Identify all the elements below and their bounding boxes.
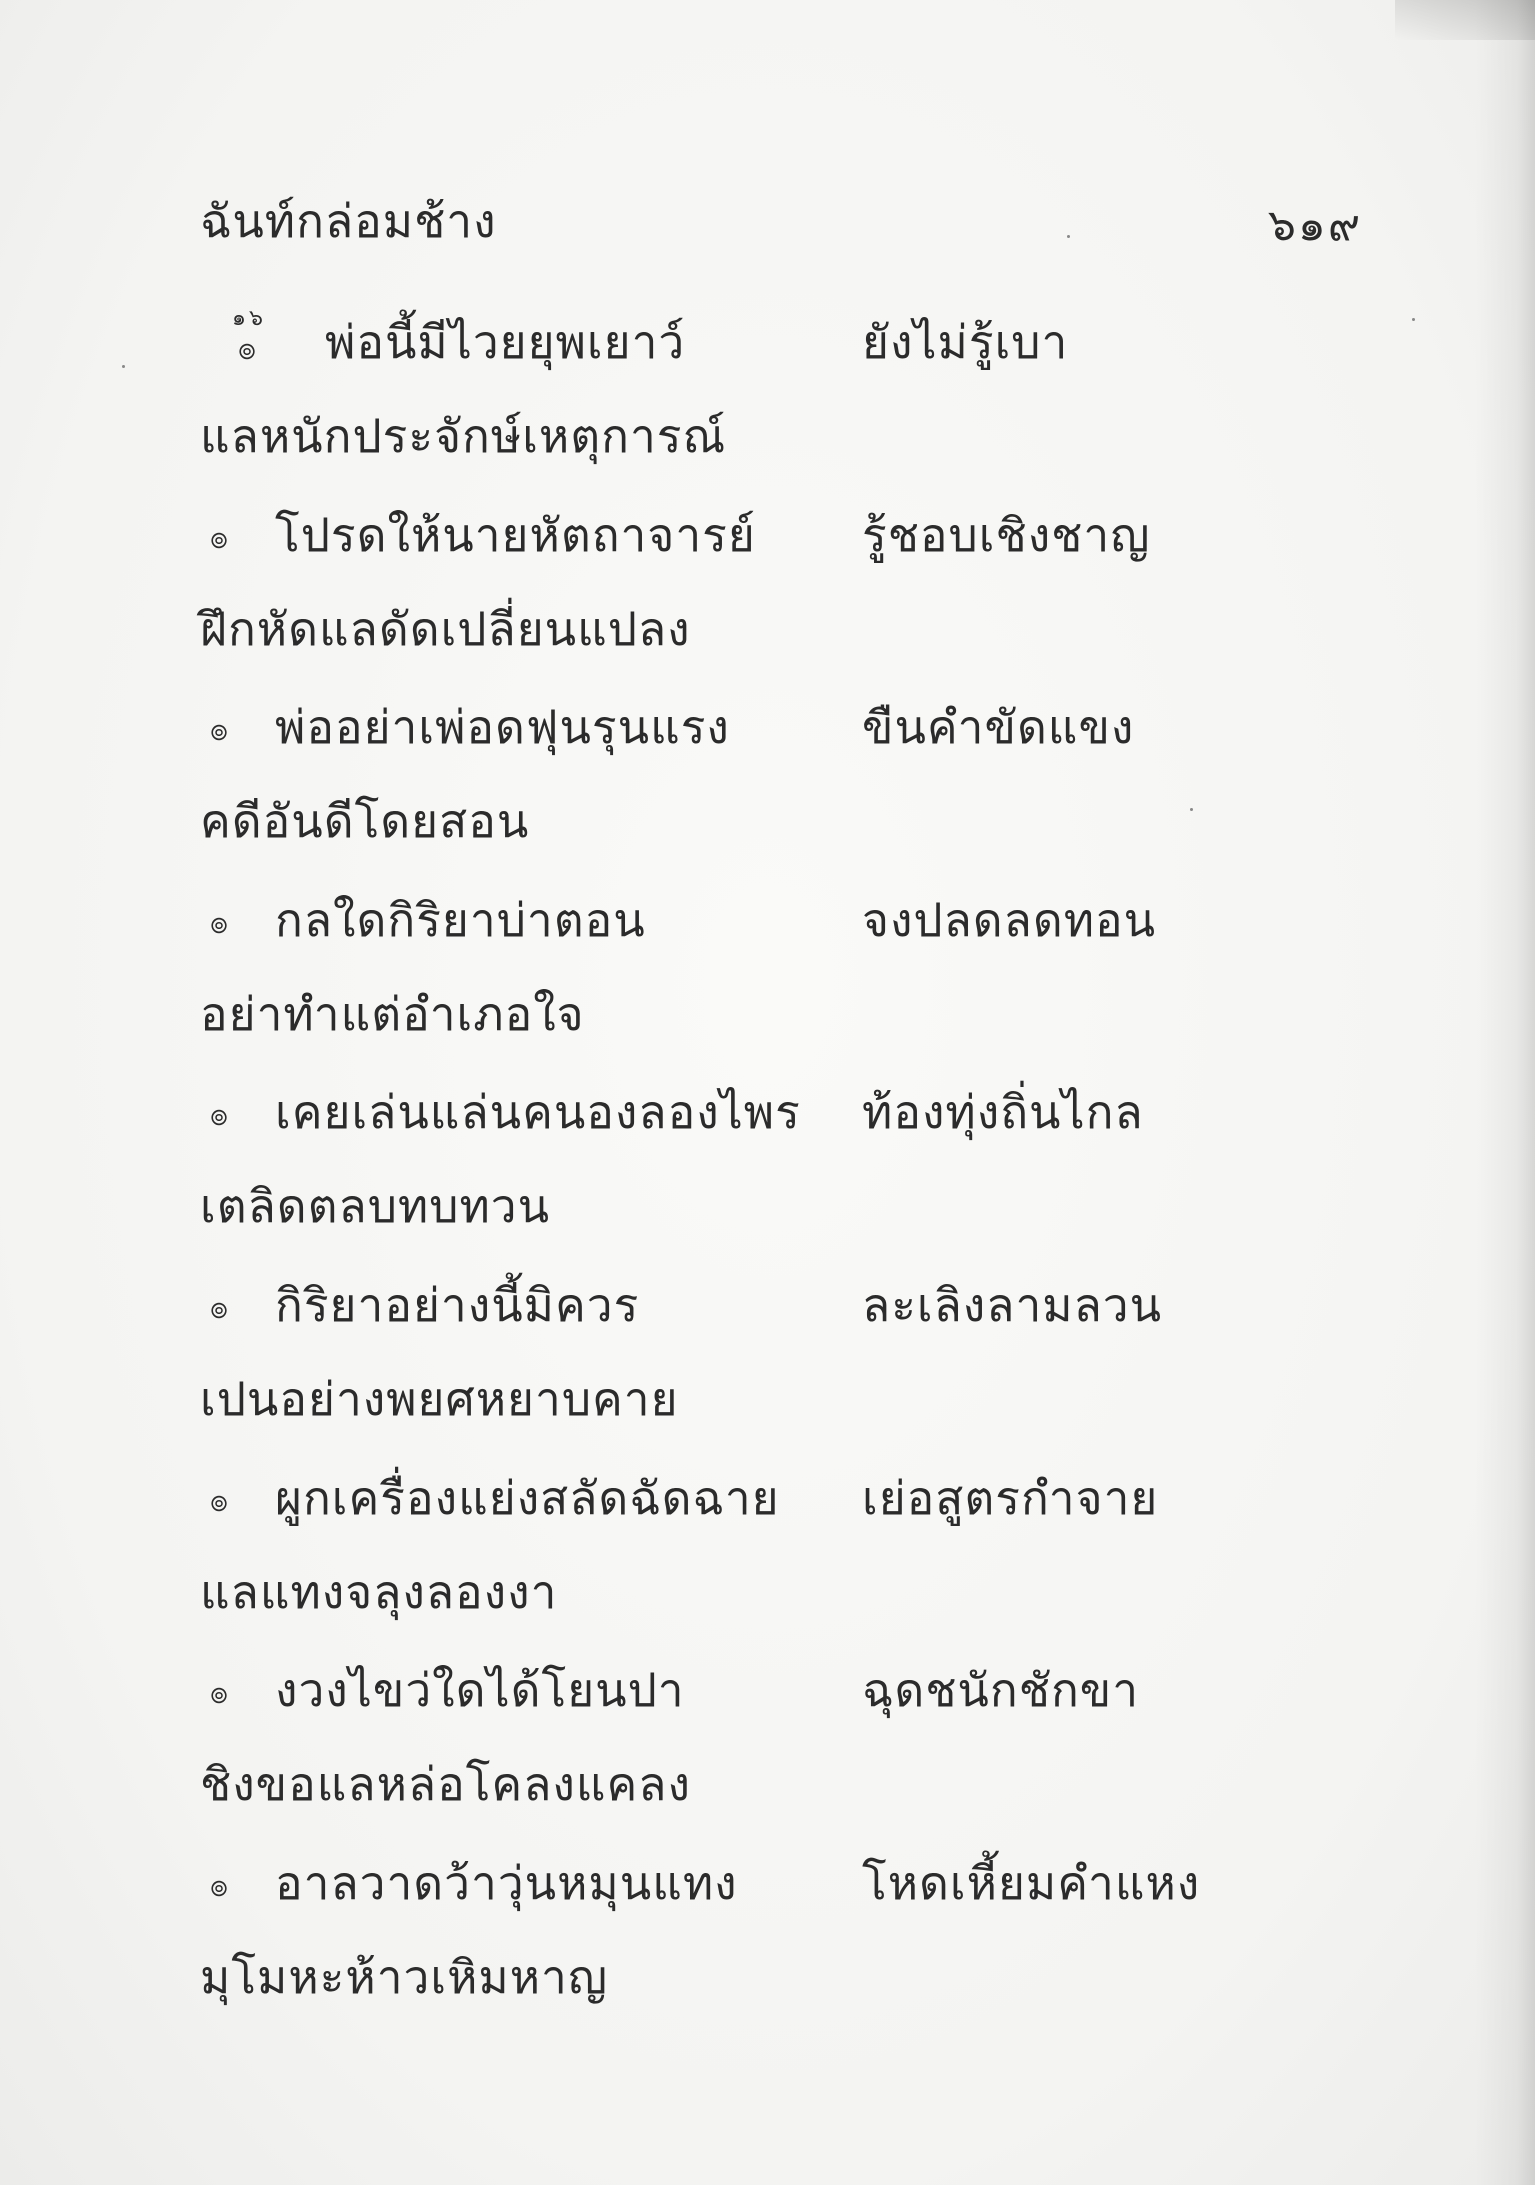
verse-line-third: แลหนักประจักษ์เหตุการณ์: [200, 409, 727, 463]
verse-line-third: ชิงขอแลหล่อโคลงแคลง: [200, 1757, 691, 1811]
stanza: [0, 1070, 1535, 1260]
verse-line-second: ขืนคำขัดแขง: [862, 700, 1135, 754]
verse-line-first: พ่อนี้มีไวยยุพเยาว์: [325, 315, 686, 369]
verse-line-first: กลใดกิริยาบ่าตอน: [275, 893, 646, 947]
stanza: [0, 1841, 1535, 2031]
verse-line-third: คดีอันดีโดยสอน: [200, 794, 530, 848]
stanza-marker-icon: ๏: [210, 906, 229, 941]
page-corner-shadow: [1395, 0, 1535, 40]
page-title: ฉันท์กล่อมช้าง: [200, 194, 497, 248]
dust-speck: [1067, 235, 1070, 238]
verse-line-second: ละเลิงลามลวน: [862, 1278, 1163, 1332]
stanza: [0, 1648, 1535, 1838]
stanza-marker-icon: ๏: [210, 1484, 229, 1519]
verse-line-second: จงปลดลดทอน: [862, 893, 1157, 947]
stanza-marker-icon: ๏: [210, 521, 229, 556]
verse-line-second: ท้องทุ่งถิ่นไกล: [862, 1085, 1144, 1139]
verse-line-third: อย่าทำแต่อำเภอใจ: [200, 987, 585, 1041]
verse-line-third: มุโมหะห้าวเหิมหาญ: [200, 1950, 609, 2004]
verse-line-first: งวงไขว่ใดได้โยนปา: [275, 1663, 685, 1717]
stanza-number: ๑๖: [232, 306, 266, 331]
verse-line-third: ฝึกหัดแลดัดเปลี่ยนแปลง: [200, 602, 691, 656]
stanza-marker-icon: ๏: [210, 1676, 229, 1711]
verse-line-first: กิริยาอย่างนี้มิควร: [275, 1278, 640, 1332]
verse-line-first: พ่ออย่าเพ่อดฟุนรุนแรง: [275, 700, 730, 754]
verse-line-third: เตลิดตลบทบทวน: [200, 1179, 551, 1233]
verse-line-third: เปนอย่างพยศหยาบคาย: [200, 1372, 679, 1426]
verse-line-second: โหดเหี้ยมคำแหง: [862, 1856, 1201, 1910]
verse-line-second: ฉุดชนักชักขา: [862, 1663, 1140, 1717]
verse-line-second: เย่อสูตรกำจาย: [862, 1471, 1159, 1525]
stanza: [0, 1456, 1535, 1646]
stanza: [0, 493, 1535, 683]
verse-line-first: ผูกเครื่องแย่งสลัดฉัดฉาย: [275, 1471, 780, 1525]
stanza: [0, 1263, 1535, 1453]
stanza-marker-icon: ๏: [210, 713, 229, 748]
stanza: [0, 685, 1535, 875]
verse-line-second: รู้ชอบเชิงชาญ: [862, 508, 1151, 562]
stanza-marker-icon: ๏: [210, 1869, 229, 1904]
verse-line-first: เคยเล่นแล่นคนองลองไพร: [275, 1085, 801, 1139]
verse-line-first: โปรดให้นายหัตถาจารย์: [275, 508, 756, 562]
page-number: ๖๑๙: [1268, 200, 1363, 251]
stanza-marker-icon: ๏: [238, 332, 257, 367]
stanza: [0, 300, 1535, 490]
stanza: [0, 878, 1535, 1068]
verse-line-third: แลแทงจลุงลองงา: [200, 1565, 558, 1619]
stanza-marker-icon: ๏: [210, 1098, 229, 1133]
verse-line-first: อาลวาดว้าวุ่นหมุนแทง: [275, 1856, 738, 1910]
stanza-marker-icon: ๏: [210, 1291, 229, 1326]
verse-line-second: ยังไม่รู้เบา: [862, 315, 1069, 369]
